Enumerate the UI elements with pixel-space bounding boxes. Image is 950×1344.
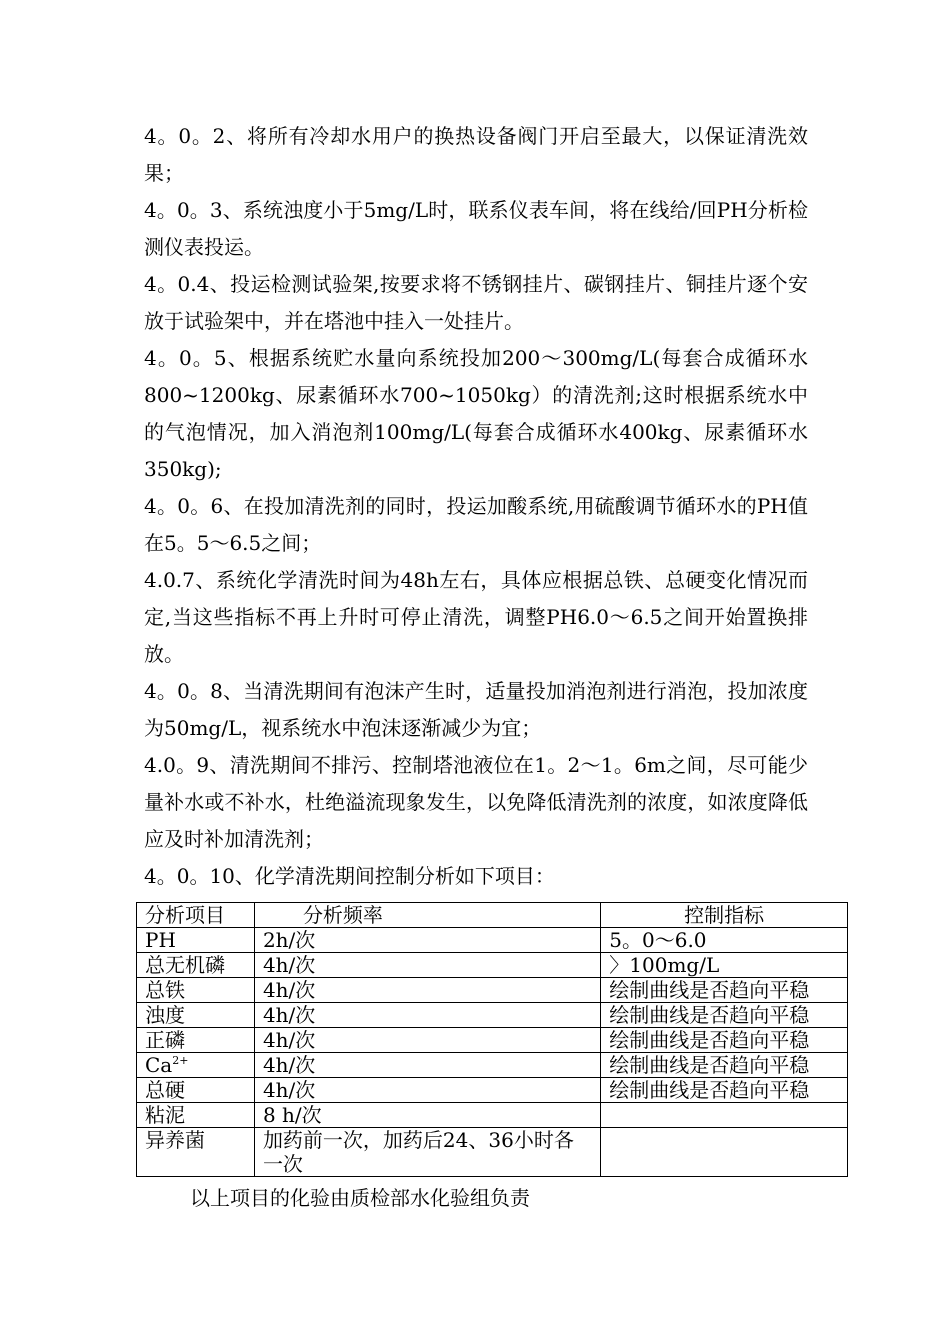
cell-item: 正磷 — [137, 1028, 255, 1053]
header-frequency: 分析频率 — [254, 903, 600, 928]
body-text — [144, 118, 808, 895]
cell-item — [137, 1053, 255, 1078]
cell-item: 总无机磷 — [137, 953, 255, 978]
table-row — [137, 1028, 848, 1053]
paragraph-4-0-7: 4.0.7、系统化学清洗时间为48h左右，具体应根据总铁、总硬变化情况而定,当这些指标不再上升时可停止清洗，调整PH6.0～6.5之间开始置换排放。 — [144, 568, 808, 666]
header-item: 分析项目 — [137, 903, 255, 928]
control-analysis-table — [136, 902, 848, 1177]
cell-index: 5。0～6.0 — [601, 928, 848, 953]
table-row — [137, 953, 848, 978]
cell-index: 绘制曲线是否趋向平稳 — [601, 978, 848, 1003]
table-row — [137, 928, 848, 953]
cell-frequency: 4h/次 — [254, 1053, 600, 1078]
cell-item: 总铁 — [137, 978, 255, 1003]
cell-index: 绘制曲线是否趋向平稳 — [601, 1003, 848, 1028]
paragraph-4-0-2: 4。0。2、将所有冷却水用户的换热设备阀门开启至最大，以保证清洗效果； — [144, 124, 808, 185]
cell-index: 绘制曲线是否趋向平稳 — [601, 1078, 848, 1103]
cell-item-text: Ca — [145, 1053, 173, 1077]
table-row — [137, 1078, 848, 1103]
table-row — [137, 978, 848, 1003]
cell-frequency: 4h/次 — [254, 953, 600, 978]
paragraph-4-0-8: 4。0。8、当清洗期间有泡沫产生时，适量投加消泡剂进行消泡，投加浓度为50mg/L，视系统水中泡沫逐渐减少为宜； — [144, 679, 808, 740]
paragraph-4-0-4: 4。0.4、投运检测试验架,按要求将不锈钢挂片、碳钢挂片、铜挂片逐个安放于试验架中，并在塔池中挂入一处挂片。 — [144, 272, 808, 333]
paragraph-4-0-5: 4。0。5、根据系统贮水量向系统投加200～300mg/L(每套合成循环水800~1200kg、尿素循环水700~1050kg）的清洗剂;这时根据系统水中的气泡情况，加入消泡剂100mg/L(每套合成循环水400kg、尿素循环水350kg); — [144, 346, 808, 481]
cell-frequency: 4h/次 — [254, 1028, 600, 1053]
cell-frequency: 8 h/次 — [254, 1103, 600, 1128]
cell-index: 绘制曲线是否趋向平稳 — [601, 1053, 848, 1078]
cell-index — [601, 1128, 848, 1177]
cell-item: 粘泥 — [137, 1103, 255, 1128]
paragraph-4-0-6: 4。0。6、在投加清洗剂的同时，投运加酸系统,用硫酸调节循环水的PH值在5。5～6.5之间； — [144, 494, 808, 555]
table-row — [137, 1053, 848, 1078]
cell-frequency: 4h/次 — [254, 1078, 600, 1103]
cell-frequency: 2h/次 — [254, 928, 600, 953]
cell-item-superscript: 2+ — [172, 1054, 189, 1067]
cell-item: 异养菌 — [137, 1128, 255, 1177]
cell-index — [601, 1103, 848, 1128]
paragraph-4-0-9: 4.0。9、清洗期间不排污、控制塔池液位在1。2～1。6m之间，尽可能少量补水或不补水，杜绝溢流现象发生，以免降低清洗剂的浓度，如浓度降低应及时补加清洗剂； — [144, 753, 808, 851]
table-row — [137, 1103, 848, 1128]
cell-index: 〉100mg/L — [601, 953, 848, 978]
cell-item: PH — [137, 928, 255, 953]
cell-item: 浊度 — [137, 1003, 255, 1028]
table-row — [137, 1003, 848, 1028]
header-index: 控制指标 — [601, 903, 848, 928]
cell-frequency: 加药前一次，加药后24、36小时各一次 — [254, 1128, 600, 1177]
paragraph-4-0-3: 4。0。3、系统浊度小于5mg/L时，联系仪表车间，将在线给/回PH分析检测仪表投运。 — [144, 198, 808, 259]
cell-frequency: 4h/次 — [254, 1003, 600, 1028]
cell-index: 绘制曲线是否趋向平稳 — [601, 1028, 848, 1053]
cell-frequency: 4h/次 — [254, 978, 600, 1003]
footer-note: 以上项目的化验由质检部水化验组负责 — [190, 1186, 530, 1210]
cell-item: 总硬 — [137, 1078, 255, 1103]
table-header-row — [137, 903, 848, 928]
paragraph-4-0-10: 4。0。10、化学清洗期间控制分析如下项目： — [144, 864, 555, 888]
table-row — [137, 1128, 848, 1177]
